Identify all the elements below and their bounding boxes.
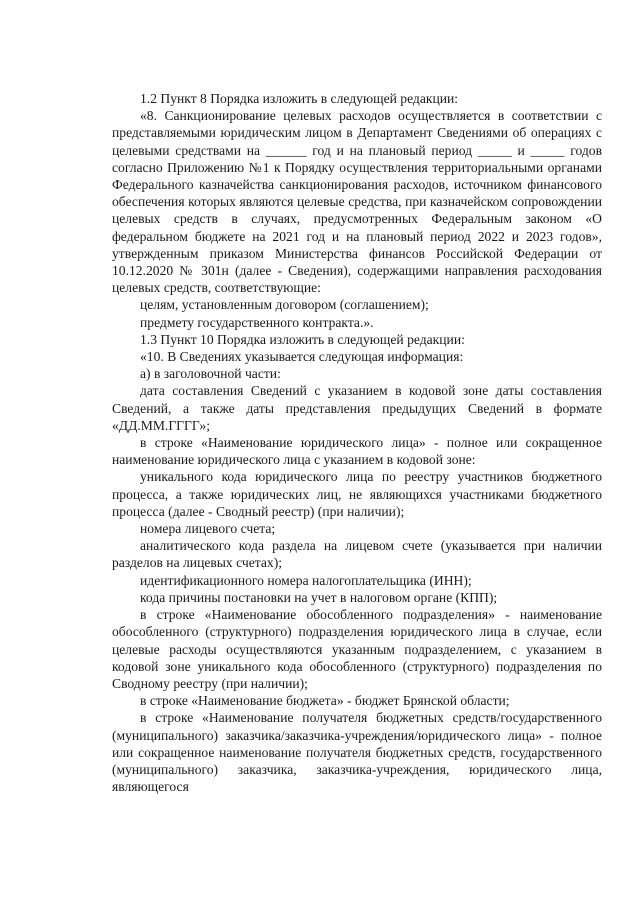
- paragraph-budget-name: в строке «Наименование бюджета» - бюджет Брянской области;: [140, 693, 510, 709]
- paragraph-1-2-heading: 1.2 Пункт 8 Порядка изложить в следующей редакции:: [140, 91, 459, 106]
- paragraph-1-3-heading: 1.3 Пункт 10 Порядка изложить в следующей редакции:: [140, 331, 465, 347]
- paragraph-inn: идентификационного номера налогоплательщика (ИНН);: [140, 572, 472, 588]
- paragraph-recipient-name: в строке «Наименование получателя бюджетных средств/государственного (муниципального) заказчика/заказчика-учреждения/юридического лица» - полное или сокращенное наименование получателя бюджетных средств, государственного (муниципального) заказчика, заказчика-учреждения, юридического лица, являющегося: [112, 710, 602, 795]
- paragraph-analytic-code: аналитического кода раздела на лицевом счете (указывается при наличии разделов на лицевых счетах);: [112, 538, 602, 571]
- paragraph-legal-entity-name: в строке «Наименование юридического лица» - полное или сокращенное наименование юридического лица с указанием в кодовой зоне:: [112, 435, 602, 468]
- paragraph-goals: целям, установленным договором (соглашением);: [140, 297, 429, 313]
- paragraph-date: дата составления Сведений с указанием в кодовой зоне даты составления Сведений, а также даты представления предыдущих Сведений в формате «ДД.ММ.ГГГГ»;: [112, 383, 602, 433]
- paragraph-8-text: «8. Санкционирование целевых расходов осуществляется в соответствии с представляемыми юридическим лицом в Департамент Сведениями об операциях с целевыми средствами на ______ год и на плановый период _____ и _____ годов согласно Приложению №1 к Порядку осуществления территориальными органами Федерального казначейства санкционирования расходов, источником финансового обеспечения которых являются целевые средства, при казначейском сопровождении целевых средств в случаях, предусмотренных Федеральным законом «О федеральном бюджете на 2021 год и на плановый период 2022 и 2023 годов», утвержденным приказом Министерства финансов Российской Федерации от 10.12.2020 № 301н (далее - Сведения), содержащими направления расходования целевых средств, соответствующие:: [112, 108, 602, 296]
- paragraph-header-part: а) в заголовочной части:: [140, 366, 281, 382]
- paragraph-contract-subject: предмету государственного контракта.».: [140, 314, 374, 330]
- paragraph-account-number: номера лицевого счета;: [140, 521, 276, 537]
- paragraph-unique-code: уникального кода юридического лица по реестру участников бюджетного процесса, а также юридических лиц, не являющихся участниками бюджетного процесса (далее - Сводный реестр) (при наличии);: [112, 469, 602, 519]
- paragraph-subdivision: в строке «Наименование обособленного подразделения» - наименование обособленного (структурного) подразделения юридического лица в случае, если целевые расходы осуществляются указанным подразделением, с указанием в кодовой зоне уникального кода обособленного (структурного) подразделения по Сводному реестру (при наличии);: [112, 607, 602, 691]
- paragraph-10-intro: «10. В Сведениях указывается следующая информация:: [140, 349, 464, 365]
- paragraph-kpp: кода причины постановки на учет в налоговом органе (КПП);: [140, 589, 498, 605]
- document-body: [112, 90, 602, 795]
